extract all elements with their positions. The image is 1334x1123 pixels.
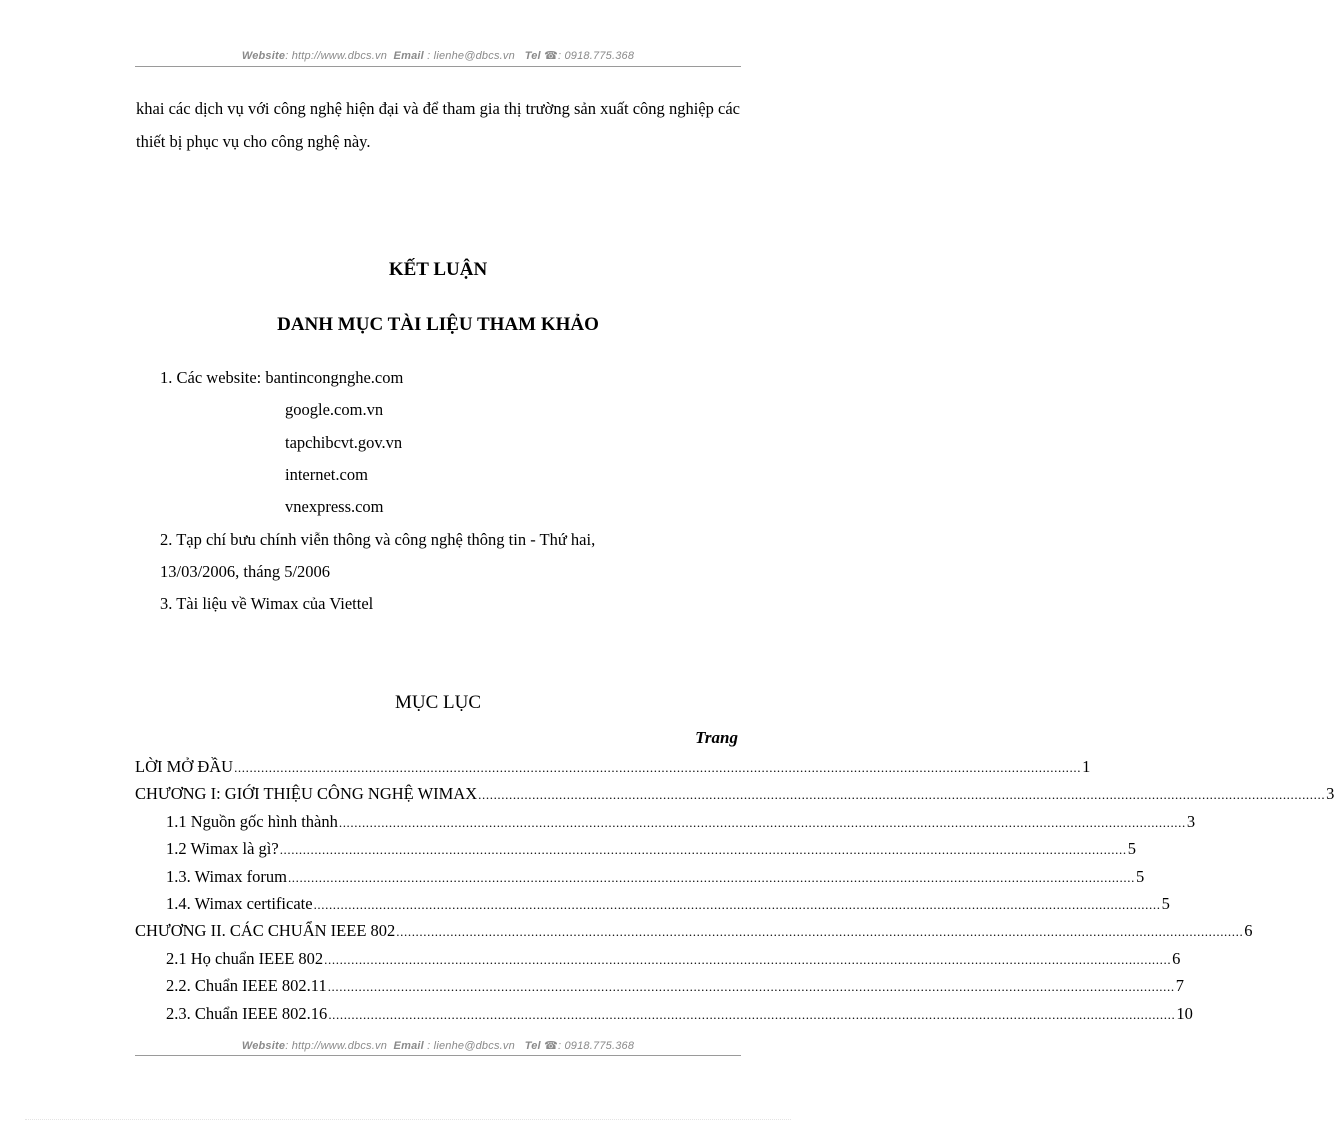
header-email-label: Email [393, 50, 424, 62]
toc-leader-dots: ............................................................................................................................................................................................................................ [313, 897, 1161, 912]
toc-entry-page: 5 [1135, 866, 1145, 886]
conclusion-title: KẾT LUẬN [388, 259, 488, 280]
toc-leader-dots: ............................................................................................................................................................................................................................ [338, 814, 1186, 830]
phone-icon: ☎ [544, 1040, 558, 1052]
toc-leader-dots: ............................................................................................................................................................................................................................ [328, 1006, 1176, 1022]
toc-leader-dots: ............................................................................................................................................................................................................................ [396, 924, 1244, 940]
reference-site: internet.com [285, 465, 368, 484]
phone-icon: ☎ [544, 50, 558, 62]
toc-entry[interactable] [135, 757, 1091, 779]
toc-entry[interactable] [166, 1003, 1193, 1026]
reference-item-3: 3. Tài liệu về Wimax của Viettel [160, 594, 374, 613]
toc-entry-label: 1.3. Wimax forum [166, 866, 287, 886]
footer-tel-label: Tel [524, 1040, 541, 1052]
header-website-label: Website [241, 50, 286, 62]
toc-entry[interactable] [166, 839, 1136, 861]
toc-leader-dots: ............................................................................................................................................................................................................................ [234, 760, 1082, 775]
toc-entry[interactable] [135, 921, 1253, 943]
toc-entry-label: 2.1 Họ chuẩn IEEE 802 [166, 948, 324, 968]
reference-site: google.com.vn [285, 400, 384, 419]
page-edge-divider [25, 1119, 791, 1120]
header-tel-value: : 0918.775.368 [557, 50, 635, 62]
header-rule [135, 66, 741, 67]
toc-entry-label: 2.2. Chuẩn IEEE 802.11 [166, 976, 327, 996]
toc-entry-page: 1 [1082, 757, 1091, 776]
page-header [135, 49, 741, 62]
header-email-value: : lienhe@dbcs.vn [427, 50, 515, 62]
toc-entry-page: 5 [1127, 839, 1136, 859]
toc-leader-dots: ............................................................................................................................................................................................................................ [279, 842, 1127, 858]
footer-website-value: : http://www.dbcs.vn [285, 1040, 388, 1052]
toc-entry[interactable] [166, 976, 1184, 998]
toc-entry[interactable] [135, 784, 1334, 806]
toc-entry-label: 1.2 Wimax là gì? [166, 839, 279, 859]
footer-email-value: : lienhe@dbcs.vn [427, 1040, 515, 1052]
footer-rule [135, 1055, 741, 1056]
reference-site: vnexpress.com [285, 497, 384, 516]
toc-entry-page: 5 [1161, 894, 1170, 913]
toc-entry-label: 2.3. Chuẩn IEEE 802.16 [166, 1003, 328, 1023]
toc-leader-dots: ............................................................................................................................................................................................................................ [324, 951, 1172, 967]
page-footer [135, 1039, 741, 1052]
intro-paragraph: khai các dịch vụ với công nghệ hiện đại và để tham gia thị trường sản xuất công nghiệp các thiết bị phục vụ cho công nghệ này. [136, 99, 740, 151]
footer-email-label: Email [393, 1040, 424, 1052]
toc-entry[interactable] [166, 948, 1181, 971]
toc-entry-label: LỜI MỞ ĐẦU [135, 757, 234, 776]
reference-item-1: 1. Các website: bantincongnghe.com [160, 368, 404, 387]
toc-entry-page: 10 [1176, 1003, 1193, 1023]
toc-entry-page: 6 [1244, 921, 1253, 941]
header-tel-label: Tel [524, 50, 541, 62]
toc-entry-label: 1.1 Nguồn gốc hình thành [166, 811, 338, 831]
reference-site: tapchibcvt.gov.vn [285, 433, 403, 452]
toc-entry[interactable] [166, 894, 1170, 916]
toc-entry-page: 6 [1172, 948, 1181, 968]
toc-leader-dots: ............................................................................................................................................................................................................................ [478, 787, 1326, 803]
toc-entry[interactable] [166, 866, 1145, 889]
reference-item-2-date: 13/03/2006, tháng 5/2006 [160, 562, 331, 581]
toc-title: MỤC LỤC [394, 692, 482, 713]
toc-page-column-label: Trang [695, 728, 738, 747]
toc-entry[interactable] [166, 811, 1196, 834]
toc-leader-dots: ............................................................................................................................................................................................................................ [287, 869, 1135, 885]
toc-entry-page: 7 [1175, 976, 1184, 996]
toc-entry-label: 1.4. Wimax certificate [166, 894, 313, 913]
footer-website-label: Website [241, 1040, 286, 1052]
toc-entry-page: 3 [1326, 784, 1334, 804]
toc-leader-dots: ............................................................................................................................................................................................................................ [327, 979, 1175, 995]
toc-entry-label: CHƯƠNG II. CÁC CHUẨN IEEE 802 [135, 921, 396, 941]
references-title: DANH MỤC TÀI LIỆU THAM KHẢO [277, 314, 599, 335]
header-website-value: : http://www.dbcs.vn [285, 50, 388, 62]
toc-entry-label: CHƯƠNG I: GIỚI THIỆU CÔNG NGHỆ WIMAX [135, 784, 478, 804]
toc-entry-page: 3 [1186, 811, 1196, 831]
footer-tel-value: : 0918.775.368 [557, 1040, 635, 1052]
reference-item-2: 2. Tạp chí bưu chính viễn thông và công nghệ thông tin - Thứ hai, [160, 530, 596, 549]
